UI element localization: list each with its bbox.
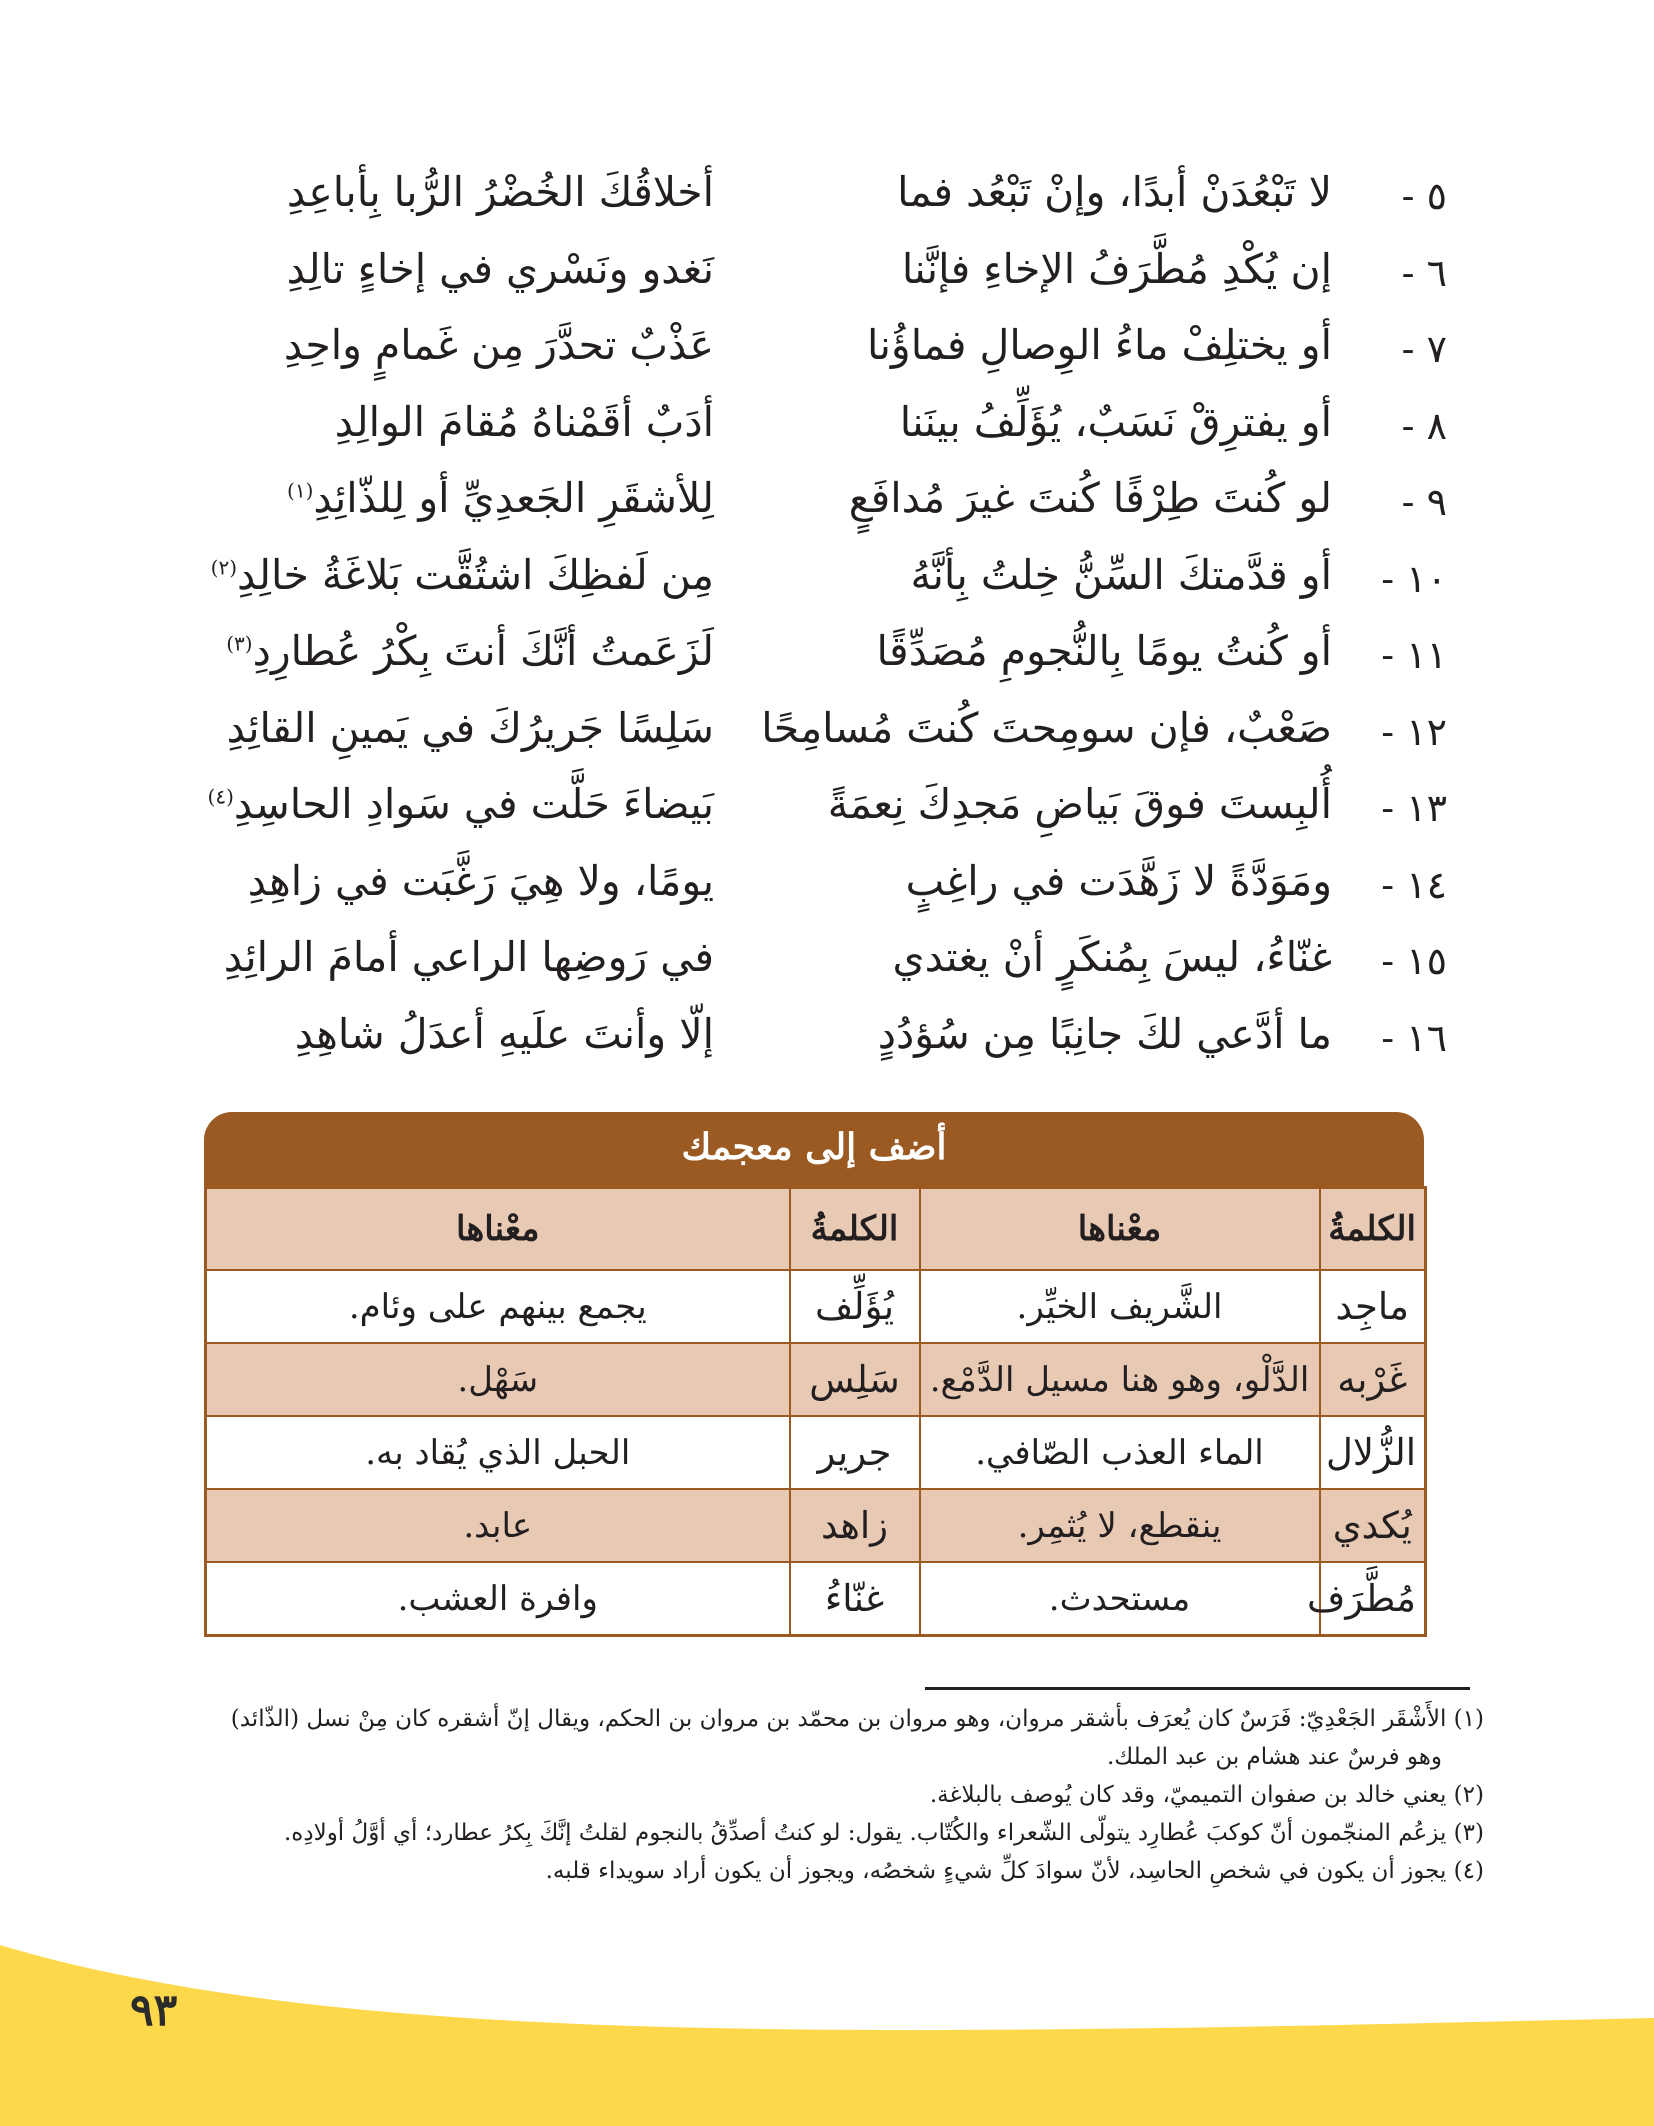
vocab-meaning: الماء العذب الصّافي. (920, 1416, 1320, 1489)
footnote-marker: (١) (287, 478, 314, 503)
verse-number: ٩ - (1401, 480, 1447, 524)
verse-first-hemistich: لا تَبْعُدَنْ أبدًا، وإنْ تَبْعُد فما (897, 168, 1332, 216)
vocab-word: ماجِد (1320, 1270, 1426, 1343)
verse (0, 237, 1654, 314)
vocabulary-table (204, 1186, 1427, 1637)
vocab-word: مُطَّرَف (1320, 1562, 1426, 1636)
verse-first-hemistich: لو كُنتَ طِرْفًا كُنتَ غيرَ مُدافَعٍ (848, 474, 1332, 522)
verse-number: ١٣ - (1381, 786, 1447, 830)
vocab-meaning: يجمع بينهم على وئام. (206, 1270, 790, 1343)
verse-second-hemistich: لِلأشقَرِ الجَعدِيِّ أو لِلذّائِدِ$^{(١)}$ (287, 474, 714, 522)
verse-first-hemistich: صَعْبٌ، فإن سومِحتَ كُنتَ مُسامِحًا (761, 703, 1332, 752)
verse-second-hemistich: سَلِسًا جَريرُكَ في يَمينِ القائِدِ (226, 703, 714, 752)
verse-number: ٨ - (1401, 403, 1447, 448)
verse-second-hemistich: لَزَعَمتُ أنَّكَ أنتَ بِكْرُ عُطارِدِ$^{(٣)}$ (226, 627, 714, 675)
table-row (206, 1562, 1426, 1636)
verse-number: ٥ - (1401, 174, 1447, 218)
verse-number: ١١ - (1381, 633, 1447, 677)
verse-second-hemistich: إلّا وأنتَ علَيهِ أعدَلُ شاهِدِ (294, 1009, 714, 1058)
verse-first-hemistich: أو قدَّمتكَ السِّنُّ خِلتُ بِأنَّهُ (910, 550, 1332, 599)
verse (0, 543, 1654, 620)
table-row (206, 1343, 1426, 1416)
verse-number: ٧ - (1401, 327, 1447, 371)
poem (0, 160, 1654, 1078)
footnote-1: (١) الأَشْقَر الجَعْدِيّ: فَرَسٌ كان يُعرَف بأشقر مروان، وهو مروان بن محمّد بن مروان بن الحكم، ويقال إنّ أشقره كان مِنْ نسل (الذّائد) (230, 1706, 1484, 1732)
verse-first-hemistich: إن يُكْدِ مُطَّرَفُ الإخاءِ فإنَّنا (901, 244, 1332, 293)
table-header-row (206, 1188, 1426, 1271)
vocab-word: زاهد (790, 1489, 920, 1562)
verse-first-hemistich: أو يفترِقْ نَسَبٌ، يُؤَلِّفُ بينَنا (899, 397, 1332, 446)
verse (0, 925, 1654, 1002)
verse-second-hemistich: عَذْبٌ تحدَّرَ مِن غَمامٍ واحِدِ (283, 321, 714, 369)
verse (0, 772, 1654, 849)
verse-first-hemistich: أو يختلِفْ ماءُ الوِصالِ فماؤُنا (867, 321, 1332, 369)
column-header-word: الكلمةُ (1320, 1188, 1426, 1271)
verse-number: ١٦ - (1381, 1015, 1447, 1060)
footnote-divider (925, 1687, 1470, 1690)
verse-second-hemistich: أخلاقُكَ الخُضْرُ الرُّبا بِأباعِدِ (286, 168, 714, 216)
vocab-word: الزُّلال (1320, 1416, 1426, 1489)
footnotes (164, 1700, 1484, 1890)
footnote-3: (٣) يزعُم المنجّمون أنّ كوكبَ عُطارِد يتولّى الشّعراء والكُتّاب. يقول: لو كنتُ أصدِّقُ بالنجوم لقلتُ إنَّكَ بِكرُ عطارد؛ أي أوَّلُ أولادِه. (283, 1820, 1484, 1846)
verse-number: ١٤ - (1381, 862, 1447, 907)
column-header-word: الكلمةُ (790, 1188, 920, 1271)
vocab-word: غنّاءُ (790, 1562, 920, 1636)
table-row (206, 1416, 1426, 1489)
verse-second-hemistich: يومًا، ولا هِيَ رَغَّبَت في زاهِدِ (247, 856, 714, 905)
footnote-marker: (٤) (207, 784, 234, 809)
verse (0, 313, 1654, 390)
vocab-word: يُكدي (1320, 1489, 1426, 1562)
vocab-word: يُؤَلِّف (790, 1270, 920, 1343)
footnote-4: (٤) يجوز أن يكون في شخصِ الحاسِد، لأنّ سوادَ كلِّ شيءٍ شخصُه، ويجوز أن يكون أراد سويداء قلبه. (545, 1858, 1484, 1884)
verse-second-hemistich: في رَوضِها الراعي أمامَ الرائِدِ (223, 933, 714, 981)
vocab-word: غَرْبه (1320, 1343, 1426, 1416)
column-header-meaning: معْناها (920, 1188, 1320, 1271)
column-header-meaning: معْناها (206, 1188, 790, 1271)
verse-number: ١٠ - (1381, 556, 1447, 601)
footnote-1-continuation: وهو فرسٌ عند هشام بن عبد الملك. (1106, 1744, 1442, 1770)
table-row (206, 1489, 1426, 1562)
footnote-2: (٢) يعني خالد بن صفوان التميميّ، وقد كان يُوصف بالبلاغة. (929, 1782, 1484, 1808)
verse-number: ١٢ - (1381, 709, 1447, 754)
vocab-word: سَلِس (790, 1343, 920, 1416)
vocab-meaning: الدَّلْو، وهو هنا مسيل الدَّمْع. (920, 1343, 1320, 1416)
decorative-swoosh (0, 1900, 1654, 2126)
vocab-meaning: سَهْل. (206, 1343, 790, 1416)
verse-first-hemistich: ما أدَّعي لكَ جانِبًا مِن سُؤدُدٍ (877, 1009, 1332, 1058)
footnote-marker: (٢) (210, 554, 237, 579)
verse-first-hemistich: غنّاءُ، ليسَ بِمُنكَرٍ أنْ يغتدي (892, 933, 1332, 981)
table-row (206, 1270, 1426, 1343)
verse-second-hemistich: نَغدو ونَسْري في إخاءٍ تالِدِ (286, 244, 714, 293)
verse (0, 390, 1654, 467)
verse (0, 849, 1654, 926)
verse-first-hemistich: أُلبِستَ فوقَ بَياضِ مَجدِكَ نِعمَةً (827, 780, 1332, 828)
verse-second-hemistich: أدَبٌ أقَمْناهُ مُقامَ الوالِدِ (334, 397, 714, 446)
page-number: ٩٣ (130, 1985, 178, 2036)
vocabulary-title: أضف إلى معجمك (204, 1112, 1424, 1186)
verse-number: ١٥ - (1381, 939, 1447, 983)
vocab-meaning: عابد. (206, 1489, 790, 1562)
vocab-meaning: مستحدث. (920, 1562, 1320, 1636)
vocab-word: جرير (790, 1416, 920, 1489)
verse (0, 619, 1654, 696)
verse (0, 696, 1654, 773)
vocab-meaning: ينقطع، لا يُثمِر. (920, 1489, 1320, 1562)
vocab-meaning: وافرة العشب. (206, 1562, 790, 1636)
swoosh-shape (0, 1945, 1654, 2126)
verse-second-hemistich: بَيضاءَ حَلَّت في سَوادِ الحاسِدِ$^{(٤)}$ (207, 780, 714, 828)
footnote-marker: (٣) (226, 631, 253, 656)
vocabulary-box (204, 1112, 1424, 1637)
verse-second-hemistich: مِن لَفظِكَ اشتُقَّت بَلاغَةُ خالِدِ$^{(٢)}$ (210, 550, 714, 599)
verse-number: ٦ - (1401, 250, 1447, 295)
verse (0, 466, 1654, 543)
verse-first-hemistich: أو كُنتُ يومًا بِالنُّجومِ مُصَدِّقًا (876, 627, 1332, 675)
vocab-meaning: الحبل الذي يُقاد به. (206, 1416, 790, 1489)
verse (0, 1002, 1654, 1079)
verse-first-hemistich: ومَوَدَّةً لا زَهَّدَت في راغِبٍ (905, 856, 1332, 905)
verse (0, 160, 1654, 237)
vocab-meaning: الشَّريف الخيِّر. (920, 1270, 1320, 1343)
